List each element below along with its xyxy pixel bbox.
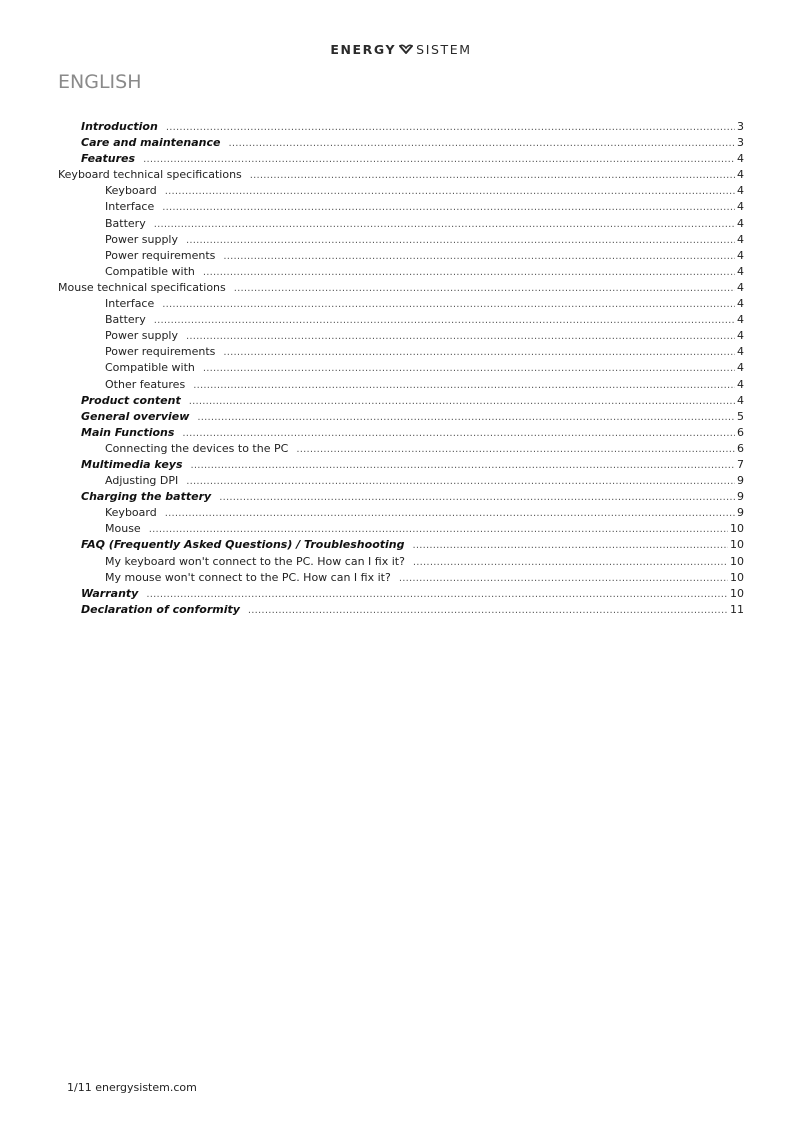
toc-entry[interactable] — [0, 296, 802, 312]
toc-entry[interactable] — [0, 521, 802, 537]
toc-entry-page-number: 10 — [730, 570, 744, 584]
toc-entry-page-number: 4 — [737, 200, 744, 214]
toc-leader-dots — [162, 200, 735, 216]
toc-entry[interactable] — [0, 457, 802, 473]
toc-entry-page-number: 5 — [737, 409, 744, 423]
toc-entry-page-number: 6 — [737, 425, 744, 439]
toc-entry-label: Connecting the devices to the PC — [105, 441, 289, 455]
toc-entry[interactable] — [0, 505, 802, 521]
toc-entry[interactable] — [0, 554, 802, 570]
toc-entry[interactable] — [0, 602, 802, 618]
toc-leader-dots — [203, 265, 735, 281]
toc-entry-label: Interface — [105, 297, 155, 311]
toc-entry[interactable] — [0, 199, 802, 215]
toc-entry[interactable] — [0, 232, 802, 248]
toc-entry[interactable] — [0, 167, 802, 183]
toc-entry[interactable] — [0, 586, 802, 602]
toc-entry-label: Warranty — [81, 586, 139, 600]
toc-entry[interactable] — [0, 377, 802, 393]
toc-entry[interactable] — [0, 135, 802, 151]
toc-entry-page-number: 3 — [737, 120, 744, 133]
toc-entry-label: Compatible with — [105, 264, 195, 278]
toc-leader-dots — [412, 538, 728, 554]
toc-entry-label: Battery — [105, 313, 146, 327]
toc-entry-label: Mouse technical specifications — [58, 280, 226, 294]
toc-entry[interactable] — [0, 312, 802, 328]
table-of-contents — [0, 119, 802, 618]
toc-entry[interactable] — [0, 570, 802, 586]
page-footer: 1/11 energysistem.com — [67, 1081, 197, 1094]
toc-leader-dots — [154, 217, 735, 233]
toc-entry-label: Multimedia keys — [81, 457, 183, 471]
toc-entry-label: Other features — [105, 377, 186, 391]
toc-leader-dots — [182, 426, 735, 442]
toc-entry-label: Interface — [105, 200, 155, 214]
toc-leader-dots — [166, 120, 735, 136]
toc-entry-label: Main Functions — [81, 425, 175, 439]
toc-entry-label: My mouse won't connect to the PC. How can I fix it? — [105, 570, 391, 584]
toc-leader-dots — [223, 345, 735, 361]
toc-entry-page-number: 10 — [730, 586, 744, 600]
toc-entry-page-number: 4 — [737, 377, 744, 391]
toc-entry-label: Features — [81, 152, 136, 166]
toc-leader-dots — [186, 329, 735, 345]
toc-entry[interactable] — [0, 248, 802, 264]
toc-entry-label: Power supply — [105, 329, 178, 343]
toc-leader-dots — [248, 603, 728, 619]
toc-entry-page-number: 7 — [737, 457, 744, 471]
toc-entry-page-number: 4 — [737, 248, 744, 262]
toc-entry-page-number: 4 — [737, 184, 744, 198]
toc-entry[interactable] — [0, 119, 802, 135]
toc-leader-dots — [149, 522, 728, 538]
toc-leader-dots — [250, 168, 735, 184]
toc-leader-dots — [193, 378, 735, 394]
toc-entry[interactable] — [0, 409, 802, 425]
toc-leader-dots — [186, 233, 735, 249]
toc-entry-page-number: 4 — [737, 152, 744, 166]
toc-entry[interactable] — [0, 264, 802, 280]
toc-entry-page-number: 4 — [737, 232, 744, 246]
toc-leader-dots — [223, 249, 735, 265]
toc-entry[interactable] — [0, 393, 802, 409]
toc-leader-dots — [146, 587, 728, 603]
toc-entry-page-number: 6 — [737, 441, 744, 455]
toc-entry[interactable] — [0, 344, 802, 360]
toc-entry-label: My keyboard won't connect to the PC. How can I fix it? — [105, 554, 405, 568]
toc-entry-label: Declaration of conformity — [81, 602, 240, 616]
toc-entry-page-number: 9 — [737, 506, 744, 520]
toc-entry[interactable] — [0, 280, 802, 296]
toc-leader-dots — [186, 474, 735, 490]
toc-entry-label: Power supply — [105, 232, 178, 246]
toc-entry-page-number: 9 — [737, 490, 744, 504]
toc-leader-dots — [197, 410, 735, 426]
toc-entry-label: Compatible with — [105, 361, 195, 375]
toc-leader-dots — [154, 313, 735, 329]
toc-entry-page-number: 10 — [730, 522, 744, 536]
toc-entry[interactable] — [0, 537, 802, 553]
toc-leader-dots — [219, 490, 735, 506]
toc-entry-page-number: 4 — [737, 264, 744, 278]
toc-entry-page-number: 4 — [737, 313, 744, 327]
toc-entry-label: Power requirements — [105, 248, 216, 262]
toc-entry-page-number: 3 — [737, 136, 744, 150]
toc-entry-page-number: 4 — [737, 280, 744, 294]
toc-leader-dots — [413, 555, 728, 571]
toc-leader-dots — [234, 281, 735, 297]
toc-entry[interactable] — [0, 441, 802, 457]
toc-entry-label: Charging the battery — [81, 490, 212, 504]
toc-entry-label: General overview — [81, 409, 190, 423]
brand-logo — [0, 42, 802, 57]
toc-leader-dots — [189, 394, 735, 410]
toc-leader-dots — [143, 152, 735, 168]
toc-entry-page-number: 9 — [737, 474, 744, 488]
toc-entry[interactable] — [0, 183, 802, 199]
toc-leader-dots — [228, 136, 735, 152]
toc-entry-page-number: 11 — [730, 602, 744, 616]
toc-leader-dots — [165, 506, 735, 522]
toc-entry[interactable] — [0, 425, 802, 441]
toc-leader-dots — [399, 571, 728, 587]
toc-entry[interactable] — [0, 360, 802, 376]
toc-entry-label: Product content — [81, 393, 181, 407]
toc-entry-page-number: 4 — [737, 345, 744, 359]
toc-entry-label: Power requirements — [105, 345, 216, 359]
toc-entry-page-number: 10 — [730, 554, 744, 568]
heart-check-icon — [398, 44, 414, 56]
toc-entry[interactable] — [0, 473, 802, 489]
toc-entry-label: Keyboard technical specifications — [58, 168, 242, 182]
toc-leader-dots — [191, 458, 736, 474]
toc-entry-page-number: 4 — [737, 216, 744, 230]
toc-entry[interactable] — [0, 489, 802, 505]
toc-entry-label: Mouse — [105, 522, 141, 536]
page-title: ENGLISH — [58, 71, 142, 93]
toc-entry-label: Battery — [105, 216, 146, 230]
toc-leader-dots — [296, 442, 735, 458]
toc-entry-page-number: 4 — [737, 361, 744, 375]
toc-entry-label: Keyboard — [105, 184, 157, 198]
logo-energy-text: ENERGY — [330, 42, 397, 57]
toc-entry-page-number: 4 — [737, 168, 744, 182]
toc-entry-label: Care and maintenance — [81, 136, 221, 150]
toc-entry-page-number: 10 — [730, 538, 744, 552]
toc-leader-dots — [162, 297, 735, 313]
toc-entry[interactable] — [0, 328, 802, 344]
toc-leader-dots — [165, 184, 735, 200]
toc-entry-label: Adjusting DPI — [105, 474, 179, 488]
toc-entry-label: FAQ (Frequently Asked Questions) / Troubleshooting — [81, 538, 405, 552]
toc-leader-dots — [203, 361, 735, 377]
toc-entry-page-number: 4 — [737, 297, 744, 311]
toc-entry-page-number: 4 — [737, 393, 744, 407]
toc-entry[interactable] — [0, 216, 802, 232]
toc-entry-label: Keyboard — [105, 506, 157, 520]
toc-entry[interactable] — [0, 151, 802, 167]
toc-entry-label: Introduction — [81, 120, 158, 133]
toc-entry-page-number: 4 — [737, 329, 744, 343]
logo-sistem-text: SISTEM — [416, 42, 472, 57]
